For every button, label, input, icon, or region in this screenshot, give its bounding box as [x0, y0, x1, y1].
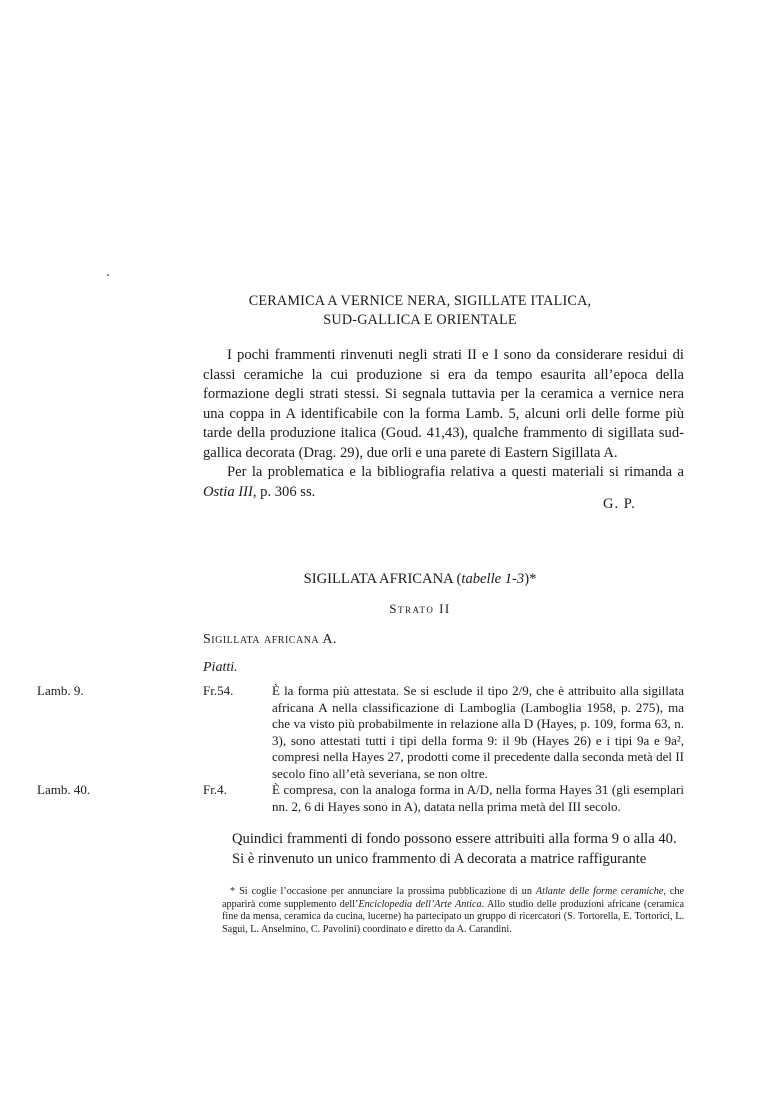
- paragraph-italic-title: Ostia III: [203, 483, 253, 500]
- section2-title-text: SIGILLATA AFRICANA: [303, 571, 453, 587]
- section2-title: [200, 571, 640, 588]
- section2-paragraph-2: Si è rinvenuto un unico frammento di A decorata a matrice raffigurante: [232, 850, 647, 867]
- subclass-heading: Sigillata africana A.: [203, 632, 337, 647]
- footnote-part: * Si coglie l’occasione per annunciare la prossima pubblicazione di un: [230, 886, 536, 897]
- footnote-italic: Enciclopedia dell’Arte Antica: [358, 898, 482, 910]
- paragraph-text: , p. 306 ss.: [252, 483, 316, 500]
- section1-paragraph-1: I pochi frammenti rinvenuti negli strati II e I sono da considerare residui di classi ceramiche la cui produzione si era da tempo esaurita all’epoca della formazione degli strati stessi. Si segnala tuttavia per la ceramica a vernice nera una coppa in A identificabile con la forma Lamb. 5, alcuni orli delle forme più tarde della produzione italica (Goud. 41,43), qualche frammento di sigillata sud-gallica decorata (Drag. 29), due orli e una parete di Eastern Sigillata A.: [203, 347, 684, 461]
- title-paren-italic: tabelle 1-3: [461, 571, 525, 587]
- section1-title-line1: CERAMICA A VERNICE NERA, SIGILLATE ITALICA,: [248, 293, 592, 309]
- footnote-part: . Allo studio delle produzioni africane (ceramica fine da mensa, ceramica da cucina, lucerne) ha partecipato un gruppo di ricercatori (S. Tortorella, E. Tortorici, L. Saguì, L. Anselmino, C. Pavolini) coordinato e diretto da A. Carandini.: [222, 898, 684, 935]
- section2-body: [203, 830, 684, 869]
- entry-fragment-count: Fr.54.: [203, 683, 234, 698]
- footnote-italic: Atlante delle forme ceramiche: [535, 886, 664, 897]
- footnote-part: , che apparirà come supplemento dell’: [222, 886, 684, 910]
- strato-heading: Strato II: [389, 601, 451, 616]
- entry-side-label: Lamb. 9.: [37, 683, 84, 698]
- paragraph-text: Per la problematica e la bibliografia relativa a questi materiali si rimanda a: [227, 464, 684, 480]
- section1-body: [203, 346, 684, 502]
- category-heading: Piatti.: [203, 660, 238, 675]
- entry-text: È la forma più attestata. Se si esclude il tipo 2/9, che è attribuito alla sigillata africana A nella classificazione di Lamboglia (Lamboglia 1958, p. 275), ma che va visto più probabilmente in relazione alla D (Hayes, p. 109, forma 63, n. 3), sono attestati tutti i tipi della forma 9: il 9b (Hayes 26) e i tipi 9a e 9a², compresi nella Hayes 27, prodotti come il precedente dalla seconda metà del II secolo fino all’età severiana, se non oltre.: [272, 683, 684, 781]
- page-speck: [107, 274, 109, 276]
- entry-side-label: Lamb. 40.: [37, 782, 91, 797]
- entry-fragment-count: Fr.4.: [203, 782, 227, 797]
- entry-text: È compresa, con la analoga forma in A/D, nella forma Hayes 31 (gli esemplari nn. 2, 6 di Hayes sono in A), datata nella prima metà del III secolo.: [272, 782, 684, 814]
- title-paren-open: (: [456, 571, 462, 587]
- section2-paragraph-1: Quindici frammenti di fondo possono essere attribuiti alla forma 9 o alla 40.: [232, 831, 677, 847]
- section1-title: [200, 292, 640, 330]
- section1-title-line2: SUD-GALLICA E ORIENTALE: [323, 312, 517, 328]
- author-signature: G. P.: [603, 496, 636, 512]
- footnote: [222, 886, 684, 936]
- title-paren-close: )*: [524, 571, 537, 587]
- footnote-text: [222, 886, 684, 936]
